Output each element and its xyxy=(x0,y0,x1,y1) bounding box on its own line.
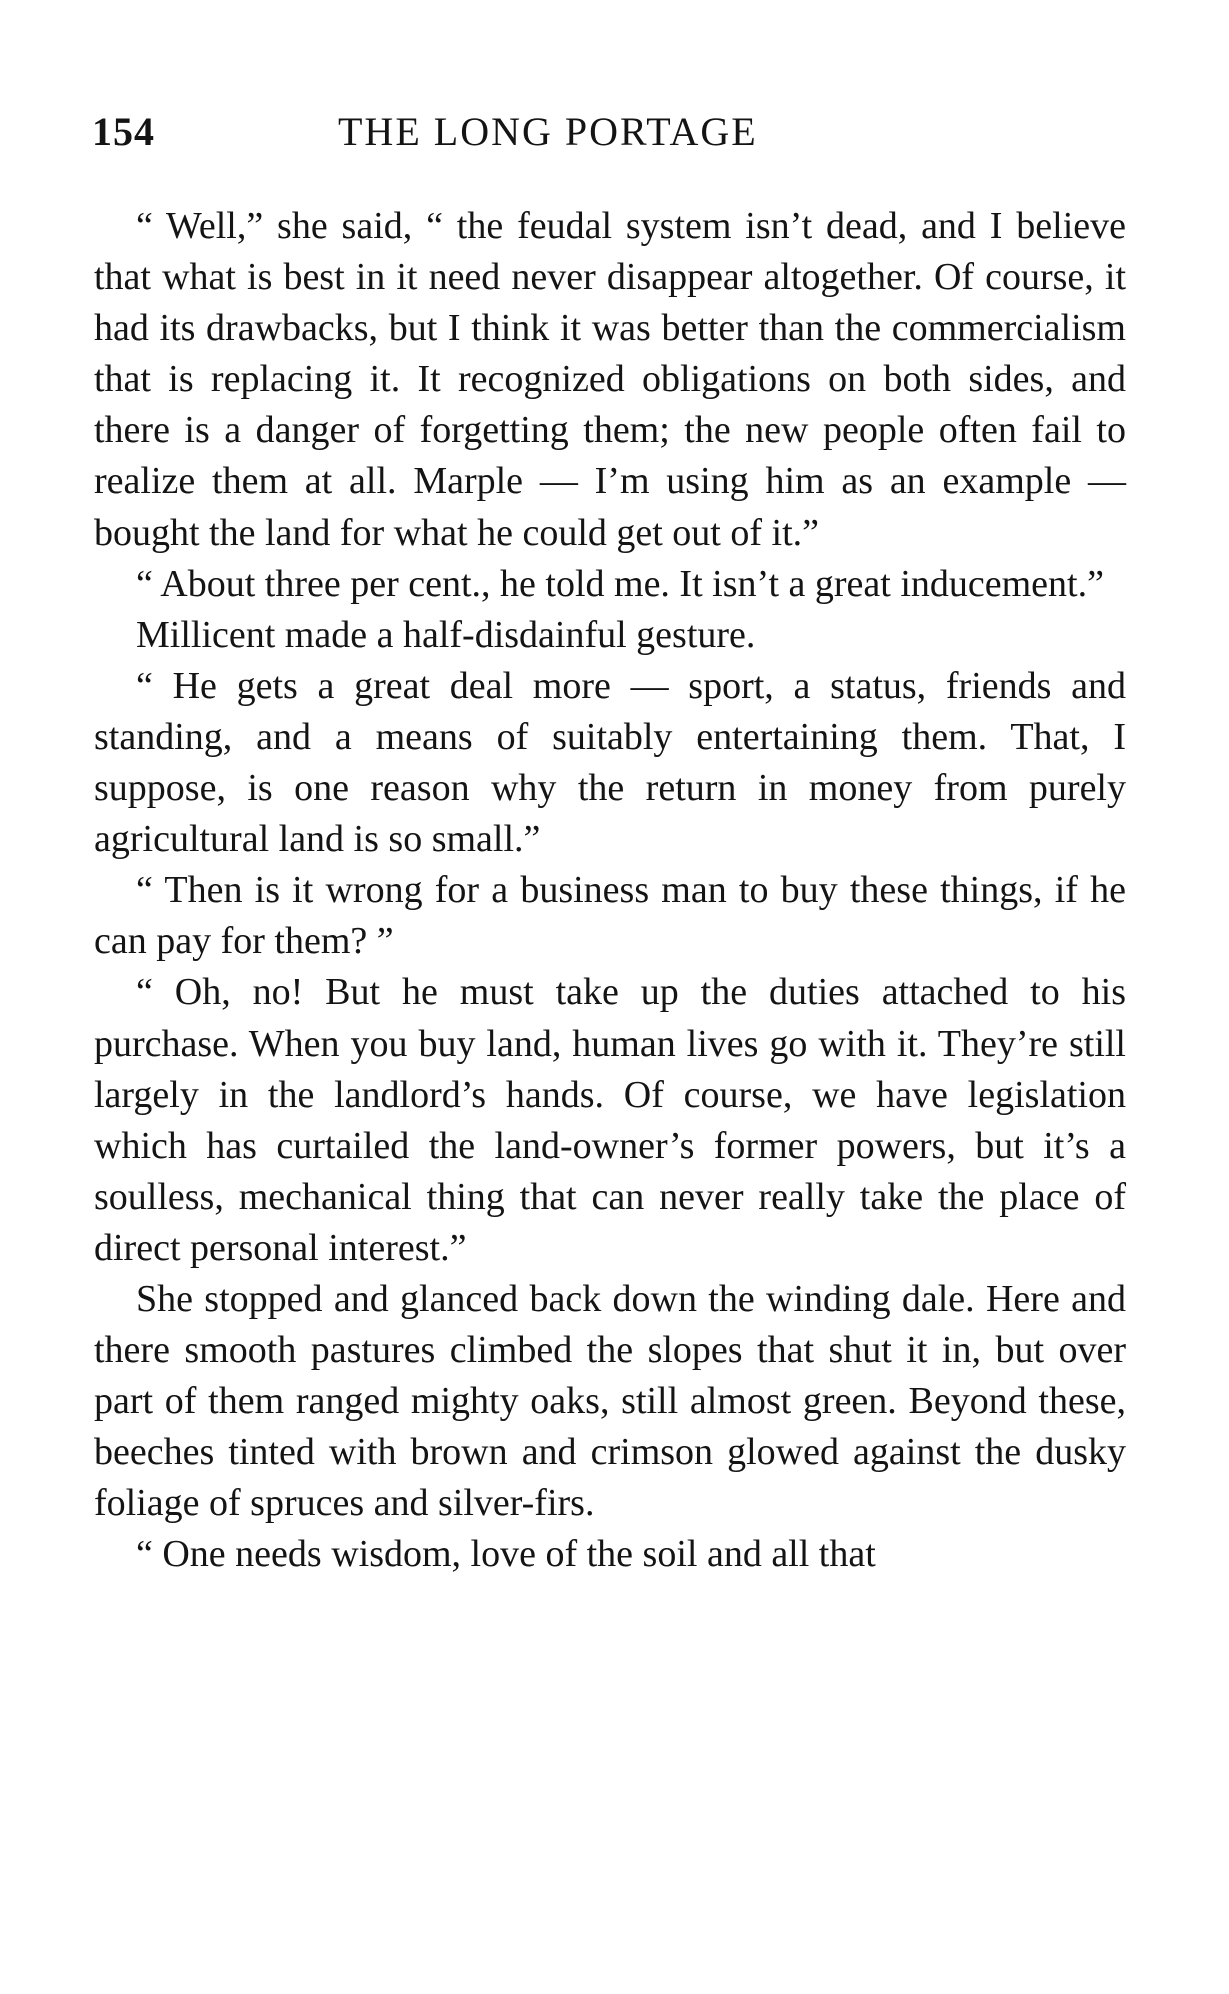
running-header xyxy=(92,108,1124,164)
running-title: THE LONG PORTAGE xyxy=(338,109,758,154)
paragraph-great-deal-more: “ He gets a great deal more — sport, a status, friends and standing, and a means of suitably entertaining them. That, I suppose, is one reason why the return in money from purely agricultural land is so small.” xyxy=(94,664,1126,861)
body-text xyxy=(94,201,1126,1581)
paragraph-millicent-gesture: Millicent made a half-disdainful gesture. xyxy=(136,613,756,656)
paragraph-winding-dale: She stopped and glanced back down the winding dale. Here and there smooth pastures climbed the slopes that shut it in, but over part of them ranged mighty oaks, still almost green. Beyond these, beeches tinted with brown and crimson glowed against the dusky foliage of spruces and silver-firs. xyxy=(94,1277,1126,1525)
paragraph-duties-attached: “ Oh, no! But he must take up the duties attached to his purchase. When you buy land, human lives go with it. They’re still largely in the landlord’s hands. Of course, we have legislation which has curtailed the land-owner’s former powers, but it’s a soulless, mechanical thing that can never really take the place of direct personal interest.” xyxy=(94,971,1126,1269)
paragraph-wisdom: “ One needs wisdom, love of the soil and all that xyxy=(136,1533,876,1576)
paragraph-business-man: “ Then is it wrong for a business man to buy these things, if he can pay for them? ” xyxy=(94,869,1126,963)
paragraph-three-per-cent: “ About three per cent., he told me. It isn’t a great inducement.” xyxy=(136,562,1104,605)
page-number: 154 xyxy=(92,109,155,154)
paragraph-feudal-system: “ Well,” she said, “ the feudal system isn’t dead, and I believe that what is best in it need never disappear altogether. Of course, it had its drawbacks, but I think it was better than the commercialism that is replacing it. It recognized obligations on both sides, and there is a danger of forgetting them; the new people often fail to realize them at all. Marple — I’m using him as an example — bought the land for what he could get out of it.” xyxy=(94,205,1126,554)
